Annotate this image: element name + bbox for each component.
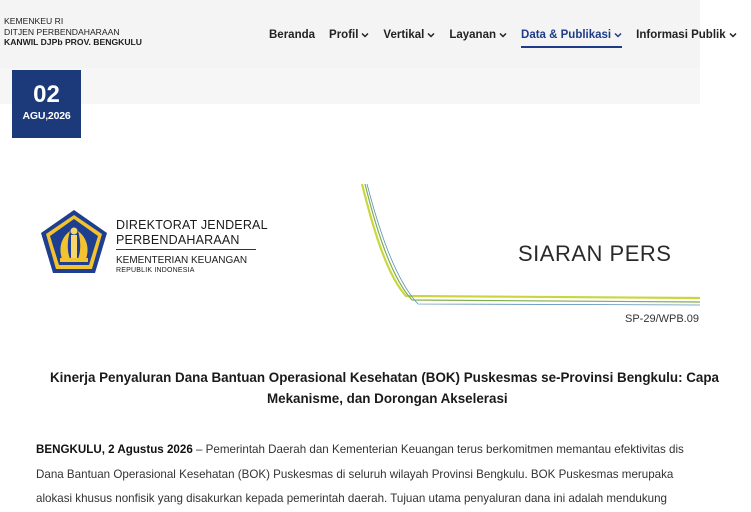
article-title-line2: Mekanisme, dan Dorongan Akselerasi [267, 391, 508, 406]
nav-item-label: Vertikal [383, 29, 425, 41]
article-paragraph-line3: alokasi khusus nonfisik yang disakurkan kepada pemerintah daerah. Tujuan utama penyaluran dana ini adalah mendukung [36, 492, 667, 505]
brand-line-1: KEMENKEU RI [4, 16, 64, 26]
banner-heading: SIARAN PERS [518, 241, 672, 266]
nav-item-informasi-publik[interactable] [636, 27, 736, 43]
nav-item-profil[interactable] [329, 27, 369, 43]
date-month-year: AGU,2026 [22, 110, 71, 122]
kemenkeu-emblem-icon [40, 209, 108, 275]
article-body [36, 438, 684, 512]
nav-item-beranda[interactable] [269, 27, 315, 43]
site-header [0, 0, 726, 68]
nav-item-label: Profil [329, 29, 359, 41]
banner-ministry: KEMENTERIAN KEUANGAN [116, 255, 248, 266]
article-text: – Pemerintah Daerah dan Kementerian Keuangan terus berkomitmen memantau efektivitas dis [192, 443, 684, 456]
banner-republic: REPUBLIK INDONESIA [116, 267, 195, 274]
banner-org-line1: DIREKTORAT JENDERAL [116, 218, 268, 232]
main-nav [269, 27, 751, 43]
chevron-down-icon [427, 31, 435, 39]
nav-item-vertikal[interactable] [383, 27, 435, 43]
date-day: 02 [33, 81, 60, 108]
nav-item-label: Layanan [449, 29, 497, 41]
banner-org-name [116, 218, 268, 247]
brand-line-3: KANWIL DJPb PROV. BENGKULU [4, 37, 142, 48]
nav-item-label: Data & Publikasi [521, 29, 612, 41]
article-paragraph-line1 [36, 438, 684, 463]
chevron-down-icon [499, 31, 507, 39]
chevron-down-icon [614, 31, 622, 39]
chevron-down-icon [361, 31, 369, 39]
header-band [0, 68, 700, 104]
banner-divider [116, 249, 256, 250]
nav-item-data-publikasi[interactable] [521, 27, 622, 43]
article-title-line1: Kinerja Penyaluran Dana Bantuan Operasional Kesehatan (BOK) Puskesmas se-Provinsi Bengkulu: Capa [50, 370, 719, 385]
nav-item-label: Beranda [269, 29, 316, 41]
site-brand[interactable] [4, 16, 142, 48]
brand-line-2: DITJEN PERBENDAHARAAN [4, 26, 120, 37]
date-badge [12, 70, 81, 138]
nav-item-label: Informasi Publik [636, 29, 726, 41]
article-dateline: BENGKULU, 2 Agustus 2026 [36, 443, 193, 456]
chevron-down-icon [729, 31, 737, 39]
nav-item-layanan[interactable] [449, 27, 507, 43]
banner-org-line2: PERBENDAHARAAN [116, 232, 240, 247]
article-paragraph-line2: Dana Bantuan Operasional Kesehatan (BOK) Puskesmas di seluruh wilayah Provinsi Bengkulu. BOK Puskesmas merupaka [36, 467, 674, 481]
press-release-number: SP-29/WPB.09 [625, 313, 699, 325]
